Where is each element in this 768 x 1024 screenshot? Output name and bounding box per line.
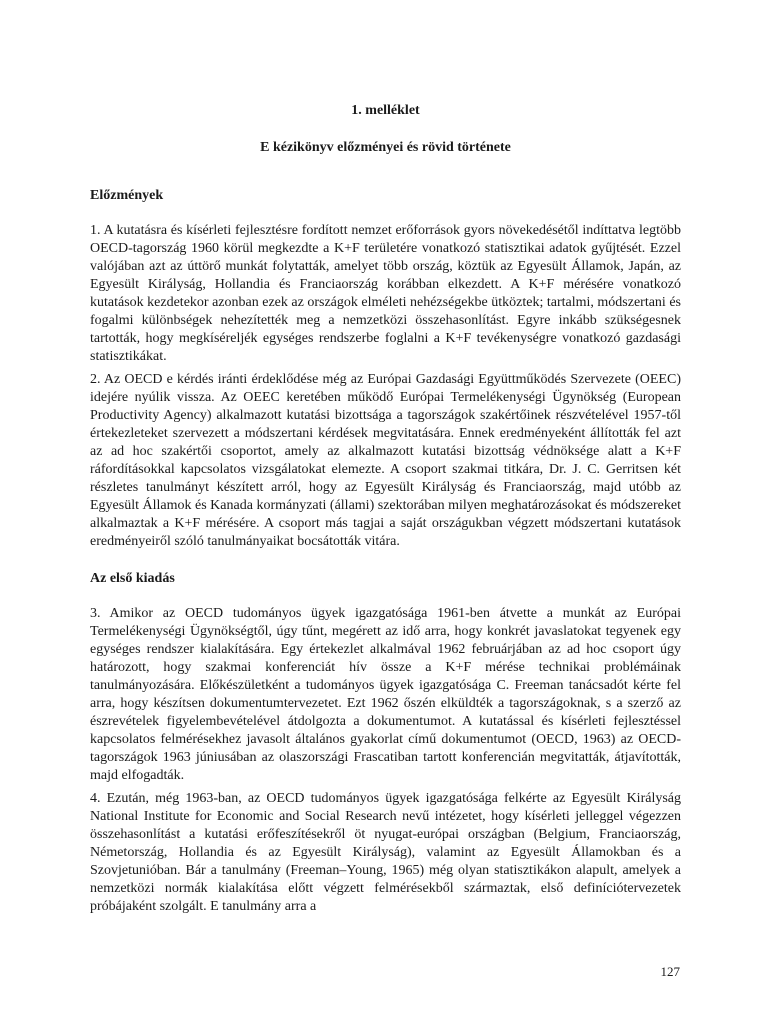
- section-background: [90, 187, 681, 551]
- paragraph: 4. Ezután, még 1963-ban, az OECD tudományos ügyek igazgatósága felkérte az Egyesült Királyság National Institute for Economic and Social Research nevű intézetet, hogy kísérleti jelleggel végezzen összehasonlítást a kutatási erőfeszítésekről öt nyugat-európai országban (Belgium, Franciaország, Németország, Hollandia és az Egyesült Királyság), valamint az Egyesült Államokban és a Szovjetunióban. Bár a tanulmány (Freeman–Young, 1965) még olyan statisztikákon alapult, amelyek a nemzetközi normák kialakítása előtt végzett felmérésekből származtak, első definíciótervezetek próbájaként szolgált. E tanulmány arra a: [90, 791, 681, 914]
- section-heading: Az első kiadás: [90, 571, 175, 586]
- annex-title: 1. melléklet: [351, 103, 420, 118]
- document-title: E kézikönyv előzményei és rövid története: [260, 140, 511, 155]
- section-first-edition: [90, 570, 681, 916]
- paragraph: 2. Az OECD e kérdés iránti érdeklődése még az Európai Gazdasági Együttműködés Szervezete (OEEC) idejére nyúlik vissza. Az OEEC keretében működő Európai Termelékenységi Ügynökség (European Productivity Agency) alkalmazott kutatási bizottsága a tagországok szakértőinek részvételével 1957-től értekezleteket szervezett a módszertani kérdések megvitatására. Ennek eredményeként állították fel azt az ad hoc szakértői csoportot, amely az alkalmazott kutatási bizottság védnöksége alatt a K+F ráfordításokkal kapcsolatos vizsgálatokat elemezte. A csoport szakmai titkára, Dr. J. C. Gerritsen két részletes tanulmányt készített arról, hogy az Egyesült Királyság és Franciaország, majd utóbb az Egyesült Államok és Kanada kormányzati (állami) szektorában milyen meghatározásokat és módszereket alkalmaztak a K+F mérésére. A csoport más tagjai a saját országukban végzett módszertani kutatások eredményeiről szóló tanulmányaikat bocsátották vitára.: [90, 372, 681, 549]
- page-content: [90, 102, 681, 916]
- paragraph: 3. Amikor az OECD tudományos ügyek igazgatósága 1961-ben átvette a munkát az Európai Termelékenységi Ügynökségtől, úgy tűnt, megérett az idő arra, hogy konkrét javaslatokat tegyenek egy egységes rendszer kialakítására. Egy értekezlet alkalmával 1962 februárjában az ad hoc csoport úgy határozott, hogy szakmai konferenciát hív össze a K+F mérése technikai problémáinak tanulmányozására. Előkészületként a tudományos ügyek igazgatósága C. Freeman tanácsadót kérte fel arra, hogy készítsen dokumentumtervezetet. Ezt 1962 őszén elküldték a tagországoknak, s a szerző az észrevételek figyelembevételével átdolgozta a dokumentumot. A kutatással és kísérleti fejlesztéssel kapcsolatos felmérésekhez javasolt általános gyakorlat című dokumentumot (OECD, 1963) az OECD-tagországok 1963 júniusában az olaszországi Frascatiban tartott konferencián megvitatták, átjavították, majd elfogadták.: [90, 606, 681, 783]
- page-number: 127: [660, 964, 680, 979]
- paragraph: 1. A kutatásra és kísérleti fejlesztésre fordított nemzet erőforrások gyors növekedésétől indíttatva legtöbb OECD-tagország 1960 körül megkezdte a K+F területére vonatkozó statisztikai adatok gyűjtését. Ezzel valójában azt az úttörő munkát folytatták, amelyet több ország, köztük az Egyesült Államok, Japán, az Egyesült Királyság, Hollandia és Franciaország korábban elkezdett. A K+F mérésére vonatkozó kutatások kezdetekor azonban ezek az országok elméleti nehézségekbe ütköztek; tartalmi, módszertani és fogalmi különbségek nehezítették meg a nemzetközi összehasonlítást. Egyre inkább szükségesnek tartották, hogy megkíséreljék egységes rendszerbe foglalni a K+F tevékenységre vonatkozó gazdasági statisztikákat.: [90, 223, 681, 364]
- section-heading: Előzmények: [90, 188, 164, 203]
